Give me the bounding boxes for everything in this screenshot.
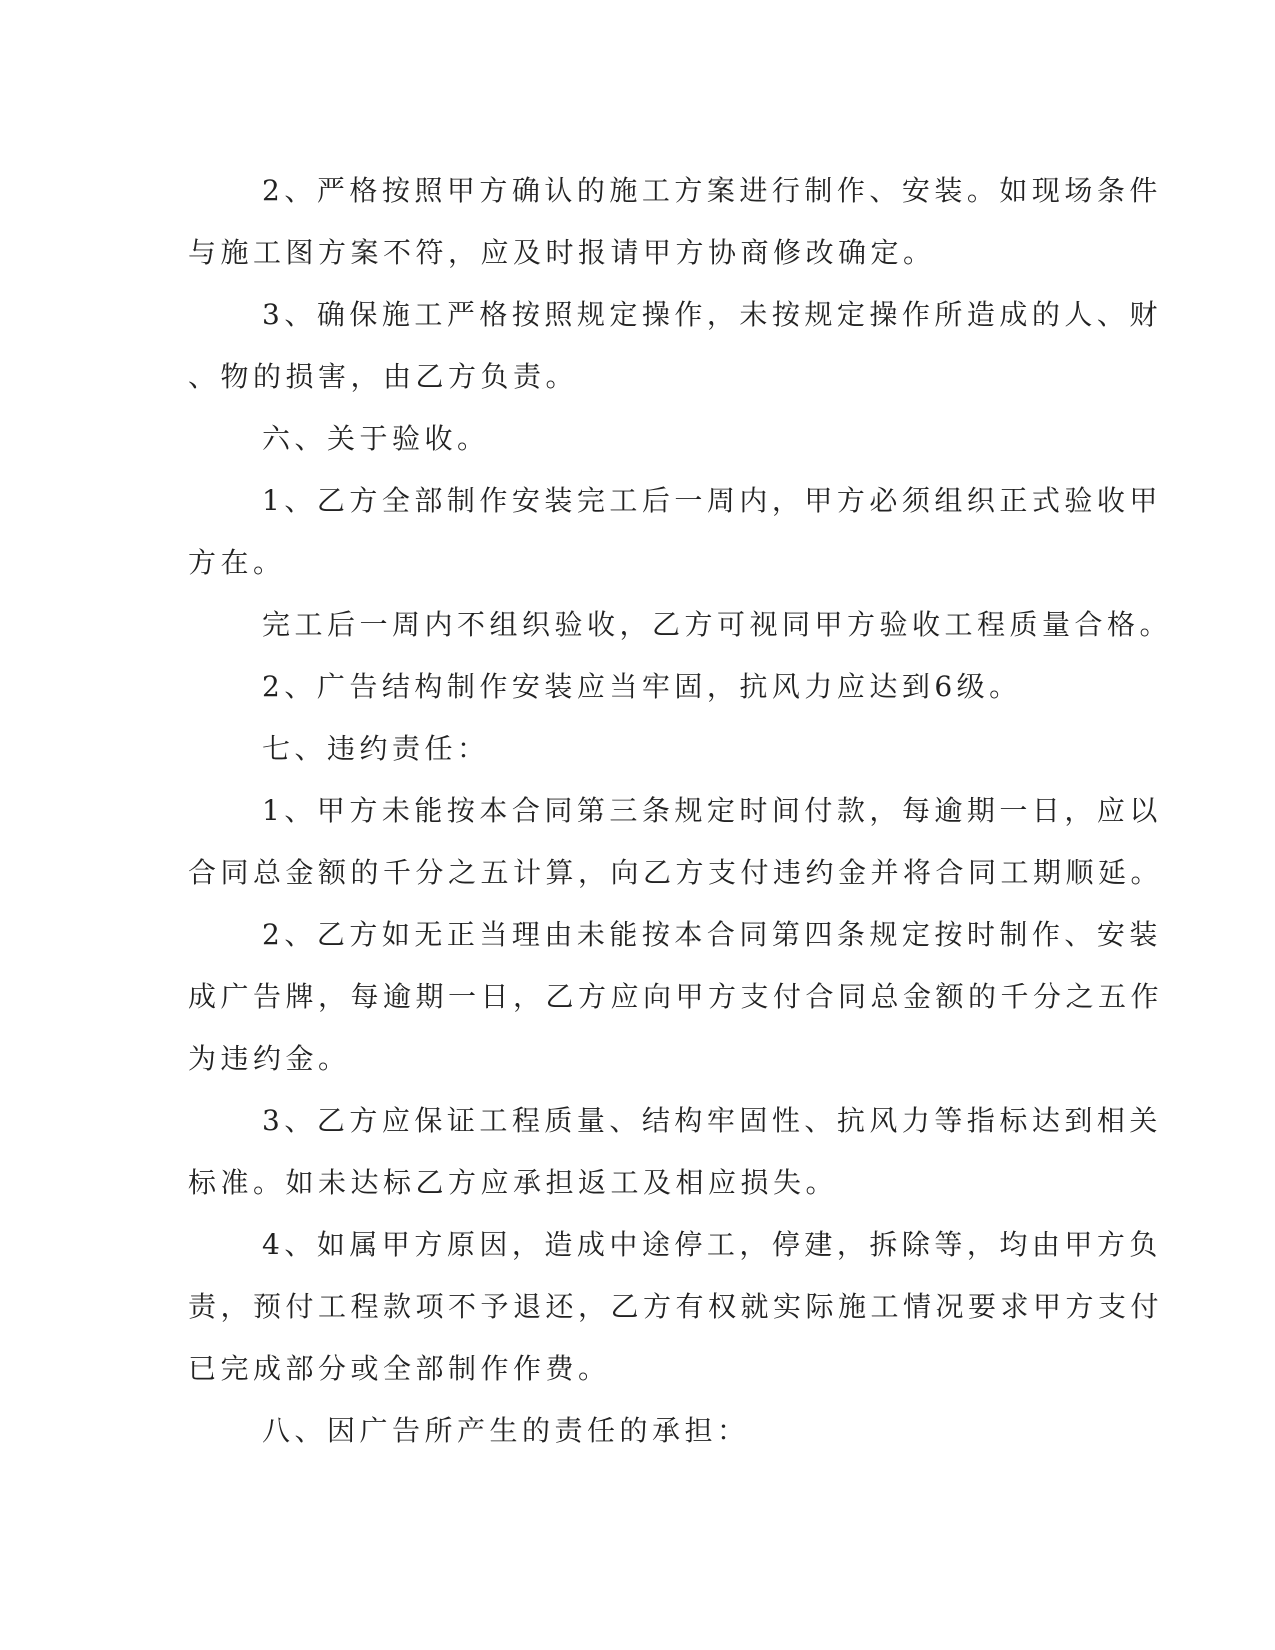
paragraph-line: 与施工图方案不符，应及时报请甲方协商修改确定。 bbox=[188, 236, 936, 269]
paragraph-line: 责，预付工程款项不予退还，乙方有权就实际施工情况要求甲方支付 bbox=[188, 1290, 1164, 1323]
document-body bbox=[188, 160, 1173, 1462]
paragraph-line: 方在。 bbox=[188, 546, 286, 579]
paragraph-line: 1、甲方未能按本合同第三条规定时间付款，每逾期一日，应以 bbox=[262, 794, 1162, 827]
paragraph-line: 、物的损害，由乙方负责。 bbox=[188, 360, 579, 393]
paragraph-line: 成广告牌，每逾期一日，乙方应向甲方支付合同总金额的千分之五作 bbox=[188, 980, 1164, 1013]
paragraph-line: 2、乙方如无正当理由未能按本合同第四条规定按时制作、安装 bbox=[262, 918, 1162, 951]
paragraph-line: 2、广告结构制作安装应当牢固，抗风力应达到6级。 bbox=[262, 670, 1022, 703]
section-heading: 七、违约责任： bbox=[262, 732, 490, 765]
paragraph-line: 4、如属甲方原因，造成中途停工，停建，拆除等，均由甲方负 bbox=[262, 1228, 1162, 1261]
paragraph-line: 1、乙方全部制作安装完工后一周内，甲方必须组织正式验收甲 bbox=[262, 484, 1162, 517]
paragraph-line: 完工后一周内不组织验收，乙方可视同甲方验收工程质量合格。 bbox=[262, 608, 1173, 641]
paragraph-line: 已完成部分或全部制作作费。 bbox=[188, 1352, 611, 1385]
paragraph-line: 2、严格按照甲方确认的施工方案进行制作、安装。如现场条件 bbox=[262, 174, 1162, 207]
paragraph-line: 3、确保施工严格按照规定操作，未按规定操作所造成的人、财 bbox=[262, 298, 1162, 331]
section-heading: 六、关于验收。 bbox=[262, 422, 490, 455]
paragraph-line: 为违约金。 bbox=[188, 1042, 351, 1075]
paragraph-line: 标准。如未达标乙方应承担返工及相应损失。 bbox=[188, 1166, 839, 1199]
paragraph-line: 合同总金额的千分之五计算，向乙方支付违约金并将合同工期顺延。 bbox=[188, 856, 1164, 889]
section-heading: 八、因广告所产生的责任的承担： bbox=[262, 1414, 750, 1447]
paragraph-line: 3、乙方应保证工程质量、结构牢固性、抗风力等指标达到相关 bbox=[262, 1104, 1162, 1137]
